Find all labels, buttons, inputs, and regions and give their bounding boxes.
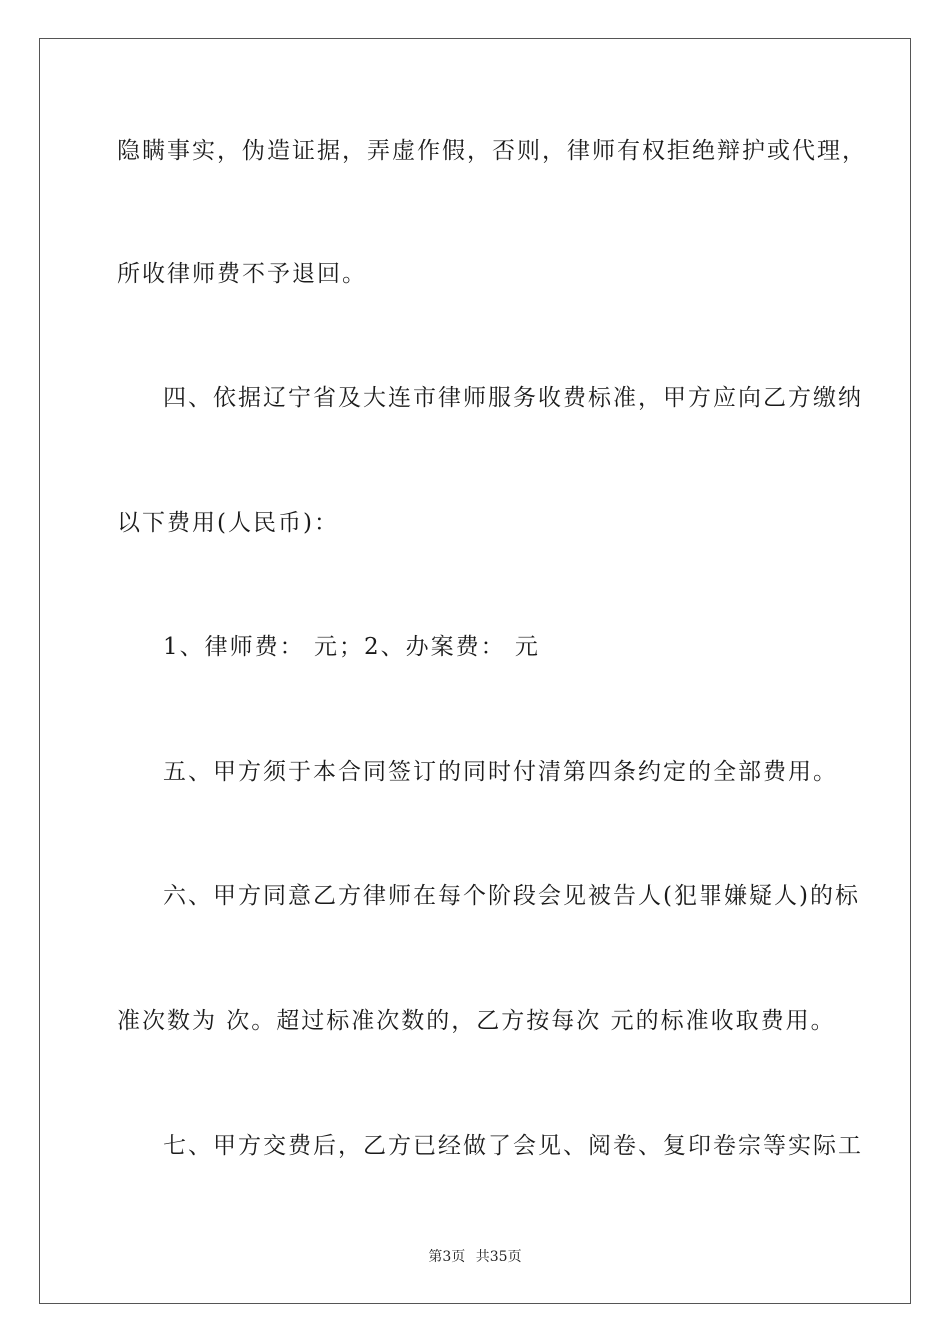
text-line-3: 四、依据辽宁省及大连市律师服务收费标准，甲方应向乙方缴纳 bbox=[163, 385, 863, 411]
text-line-9: 七、甲方交费后，乙方已经做了会见、阅卷、复印卷宗等实际工 bbox=[163, 1133, 863, 1159]
page-total: 共35页 bbox=[475, 1249, 522, 1265]
page-number: 第3页 bbox=[428, 1249, 466, 1265]
text-line-1: 隐瞒事实，伪造证据，弄虚作假，否则，律师有权拒绝辩护或代理， bbox=[117, 138, 867, 164]
text-line-7: 六、甲方同意乙方律师在每个阶段会见被告人(犯罪嫌疑人)的标 bbox=[163, 883, 860, 909]
text-line-8: 准次数为 次。超过标准次数的，乙方按每次 元的标准收取费用。 bbox=[117, 1008, 836, 1034]
text-line-4: 以下费用(人民币)： bbox=[117, 510, 339, 536]
text-line-6: 五、甲方须于本合同签订的同时付清第四条约定的全部费用。 bbox=[163, 759, 838, 785]
page-border bbox=[39, 38, 911, 1304]
page-footer bbox=[0, 1248, 950, 1266]
text-line-5: 1、律师费： 元；2、办案费： 元 bbox=[163, 634, 540, 660]
text-line-2: 所收律师费不予退回。 bbox=[117, 261, 367, 287]
